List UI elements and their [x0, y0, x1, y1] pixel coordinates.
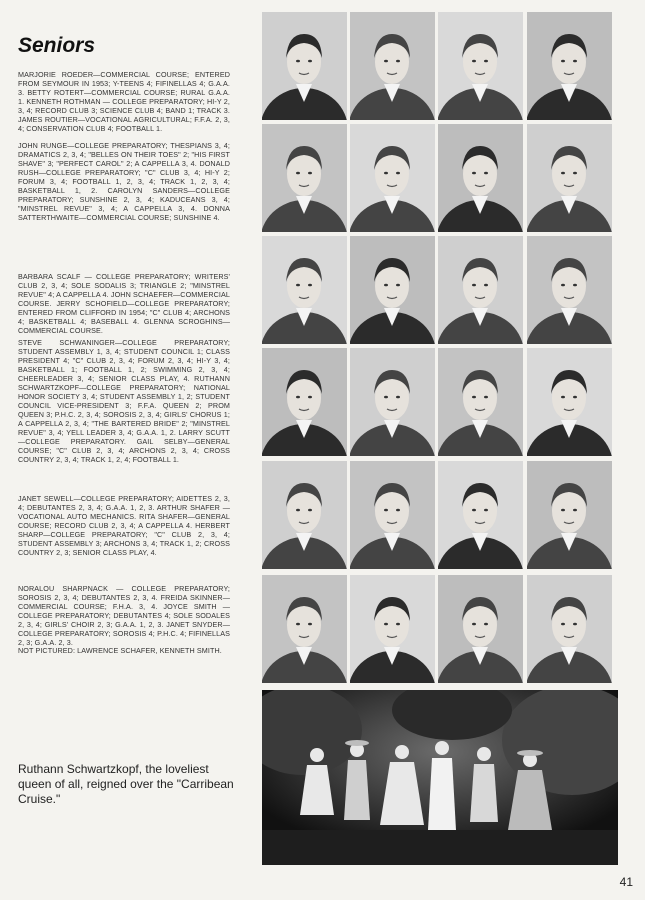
- portrait-photo: [527, 236, 612, 344]
- portrait-photo: [350, 461, 435, 569]
- portrait-photo: [262, 236, 347, 344]
- portrait-photo: [262, 575, 347, 683]
- portrait-photo: [438, 124, 523, 232]
- portrait-photo: [438, 575, 523, 683]
- portrait-photo: [438, 12, 523, 120]
- bio-block-row-3: BARBARA SCALF — COLLEGE PREPARATORY; WRITERS' CLUB 2, 3, 4; SOLE SODALIS 3; TRIANGLE 2; "MINSTREL REVUE" 4; A CAPPELLA 4. JOHN SCHAEFER—COMMERCIAL COURSE. JERRY SCHOFIELD—COLLEGE PREPARATORY; ENTERED FROM CLIFFORD IN 1954; "C" CLUB 4; ARCHONS 4; BASKETBALL 4; BASEBALL 4. GLENNA SCROGHINS—COMMERCIAL COURSE.: [18, 272, 230, 335]
- portrait-photo: [262, 461, 347, 569]
- portrait-photo: [438, 461, 523, 569]
- bio-block-row-5: JANET SEWELL—COLLEGE PREPARATORY; AIDETTES 2, 3, 4; DEBUTANTES 2, 3, 4; G.A.A. 1, 2, 3. ARTHUR SHAFER — VOCATIONAL AUTO MECHANICS. RITA SHAFER—GENERAL COURSE; RECORD CLUB 2, 3, 4; A CAPPELLA 4. HERBERT SHARP—COLLEGE PREPARATORY; "C" CLUB 2, 3, 4; STUDENT ASSEMBLY 3; ARCHONS 3, 4; TRACK 1, 2; CROSS COUNTRY 2, 3; SENIOR CLASS PLAY, 4.: [18, 494, 230, 557]
- portrait-photo: [350, 236, 435, 344]
- page-number: 41: [619, 875, 633, 889]
- carribean-cruise-photo: [262, 690, 618, 865]
- portrait-photo: [438, 348, 523, 456]
- portrait-photo: [262, 124, 347, 232]
- portrait-photo: [527, 575, 612, 683]
- portrait-photo: [527, 124, 612, 232]
- page-title: Seniors: [18, 34, 96, 57]
- portrait-photo: [262, 12, 347, 120]
- portrait-photo: [527, 461, 612, 569]
- bio-block-row-1: MARJORIE ROEDER—COMMERCIAL COURSE; ENTERED FROM SEYMOUR IN 1953; Y-TEENS 4; FIFINELLAS 4; G.A.A. 3. BETTY ROTERT—COMMERCIAL COURSE; RURAL G.A.A. 1. KENNETH ROTHMAN — COLLEGE PREPARATORY; HI-Y 2, 3, 4; RECORD CLUB 3; SCIENCE CLUB 4; BAND 1; TRACK 3. JAMES ROUTIER—VOCATIONAL AGRICULTURAL; F.F.A. 2, 3, 4; CONSERVATION CLUB 4; FOOTBALL 1.: [18, 70, 230, 133]
- bio-block-row-4: STEVE SCHWANINGER—COLLEGE PREPARATORY; STUDENT ASSEMBLY 1, 3, 4; STUDENT COUNCIL 1; CLASS PRESIDENT 4; "C" CLUB 2, 3, 4; FORUM 2, 3, 4; HI-Y 3, 4; BASKETBALL 1; FOOTBALL 1, 2; SWIMMING 2, 3, 4; CHEERLEADER 3, 4; SENIOR CLASS PLAY, 4. RUTHANN SCHWARTZKOPF—COLLEGE PREPARATORY; NATIONAL HONOR SOCIETY 3, 4; STUDENT ASSEMBLY 1, 2; STUDENT COUNCIL VICE-PRESIDENT 3; F.F.A. QUEEN 2; PROM QUEEN 3; P.H.C. 2, 3, 4; SOROSIS 2, 3, 4; GIRLS' CHORUS 1; A CAPPELLA 2, 3, 4; "THE BARTERED BRIDE" 2; "MINSTREL REVUE" 3, 4; YELL LEADER 3, 4; G.A.A. 1, 2. LARRY SCUTT—COLLEGE PREPARATORY. GAIL SELBY—GENERAL COURSE; "C" CLUB 2, 3, 4; ARCHONS 2, 3, 4; CROSS COUNTRY 2, 3, 4; TRACK 1, 2, 4; FOOTBALL 1.: [18, 338, 230, 464]
- photo-caption: Ruthann Schwartzkopf, the loveliest queen of all, reigned over the "Carribean Cruise.": [18, 762, 234, 806]
- portrait-photo: [350, 575, 435, 683]
- portrait-photo: [527, 348, 612, 456]
- not-pictured-note: NOT PICTURED: LAWRENCE SCHAFER, KENNETH SMITH.: [18, 646, 222, 655]
- bio-block-row-6: NORALOU SHARPNACK — COLLEGE PREPARATORY; SOROSIS 2, 3, 4; DEBUTANTES 2, 3, 4. FREIDA SKINNER—COMMERCIAL COURSE; F.H.A. 3, 4. JOYCE SMITH — COLLEGE PREPARATORY; DEBUTANTES 4; SOLE SODALES 2, 3, 4; GIRLS' CHOIR 2, 3; G.A.A. 1, 2, 3. JANET SNYDER—COLLEGE PREPARATORY; SOROSIS 4; P.H.C. 4; FIFINELLAS 2, 3; G.A.A. 2, 3.: [18, 584, 230, 647]
- portrait-photo: [350, 12, 435, 120]
- portrait-photo: [350, 124, 435, 232]
- portrait-photo: [350, 348, 435, 456]
- portrait-photo: [527, 12, 612, 120]
- portrait-photo: [438, 236, 523, 344]
- bio-block-row-2: JOHN RUNGE—COLLEGE PREPARATORY; THESPIANS 3, 4; DRAMATICS 2, 3, 4; "BELLES ON THEIR TOES" 2; "HIS FIRST SHAVE" 3; "PERFECT CAROL" 2; A CAPPELLA 3, 4. DONALD RUSH—COLLEGE PREPARATORY; "C" CLUB 3, 4; HI-Y 2; FORUM 3, 4; FOOTBALL 1, 2, 3, 4; TRACK 1, 2, 3, 4; BASKETBALL 1, 2. CAROLYN SANDERS—COLLEGE PREPARATORY; SUNSHINE 2, 3, 4; KADUCEANS 3, 4; "MINSTREL REVUE" 3, 4; A CAPPELLA 3, 4. DONNA SATTERTHWAITE—COMMERCIAL COURSE; SUNSHINE 4.: [18, 141, 230, 222]
- portrait-photo: [262, 348, 347, 456]
